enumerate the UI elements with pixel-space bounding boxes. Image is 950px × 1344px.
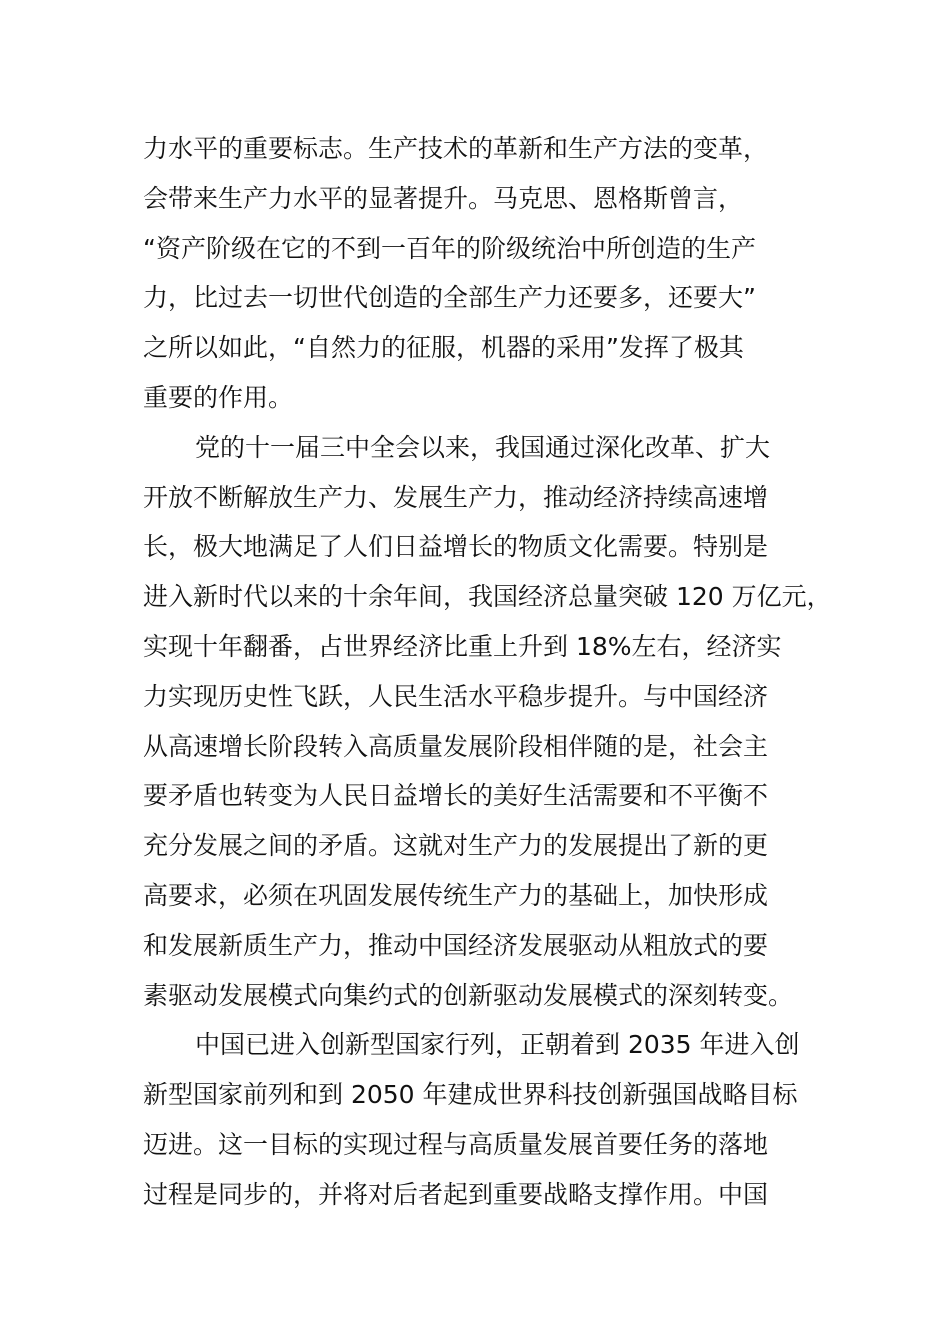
text-line: 会带来生产力水平的显著提升。马克思、恩格斯曾言， [143, 183, 744, 213]
text-line: 力水平的重要标志。生产技术的革新和生产方法的变革， [143, 134, 769, 163]
text-line: 过程是同步的，并将对后者起到重要战略支撑作用。中国 [143, 1179, 769, 1209]
text-line: “资产阶级在它的不到一百年的阶级统治中所创造的生产 [143, 233, 756, 263]
text-line: 力，比过去一切世代创造的全部生产力还要多，还要大” [143, 283, 756, 313]
paragraph-start-line: 中国已进入创新型国家行列，正朝着到 2035 年进入创 [195, 1030, 800, 1060]
text-line: 实现十年翻番，占世界经济比重上升到 18%左右，经济实 [143, 631, 782, 661]
text-line: 力实现历史性飞跃，人民生活水平稳步提升。与中国经济 [143, 681, 769, 711]
text-line: 长，极大地满足了人们日益增长的物质文化需要。特别是 [143, 532, 769, 562]
text-line: 新型国家前列和到 2050 年建成世界科技创新强国战略目标 [143, 1080, 798, 1110]
text-line: 之所以如此，“自然力的征服，机器的采用”发挥了极其 [143, 333, 744, 363]
text-line: 进入新时代以来的十余年间，我国经济总量突破 120 万亿元， [143, 582, 832, 612]
text-line: 和发展新质生产力，推动中国经济发展驱动从粗放式的要 [143, 930, 769, 960]
text-line: 迈进。这一目标的实现过程与高质量发展首要任务的落地 [143, 1129, 769, 1159]
paragraph-start-line: 党的十一届三中全会以来，我国通过深化改革、扩大 [195, 432, 771, 462]
body-text [143, 124, 833, 1220]
text-line: 素驱动发展模式向集约式的创新驱动发展模式的深刻转变。 [143, 980, 794, 1010]
text-line: 从高速增长阶段转入高质量发展阶段相伴随的是，社会主 [143, 731, 769, 761]
text-line: 高要求，必须在巩固发展传统生产力的基础上，加快形成 [143, 880, 769, 910]
text-line: 开放不断解放生产力、发展生产力，推动经济持续高速增 [143, 482, 769, 512]
text-line: 充分发展之间的矛盾。这就对生产力的发展提出了新的更 [143, 831, 769, 861]
text-line: 重要的作用。 [143, 382, 294, 412]
text-line: 要矛盾也转变为人民日益增长的美好生活需要和不平衡不 [143, 781, 769, 811]
